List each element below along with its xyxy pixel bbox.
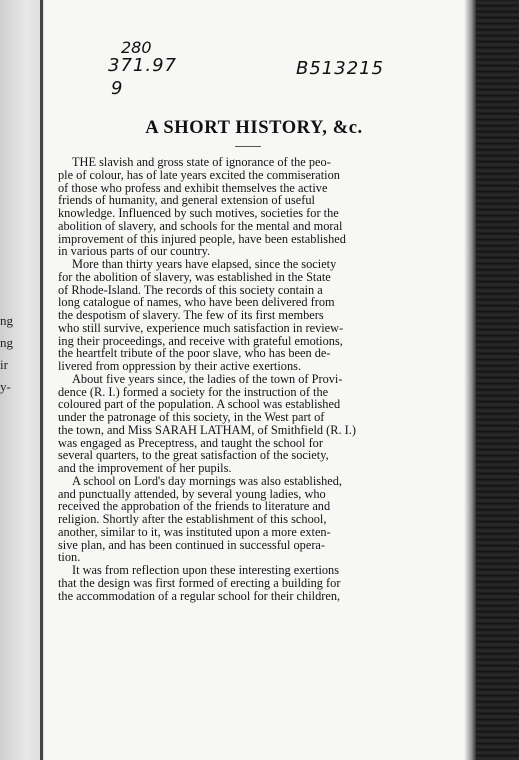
text-line: A school on Lord's day mornings was also established, xyxy=(72,473,342,488)
text-line: several quarters, to the great satisfaction of the society, xyxy=(58,448,329,463)
paragraph-3 xyxy=(58,373,462,475)
text-line: livered from oppression by their active exertions. xyxy=(58,359,302,373)
title-divider xyxy=(235,146,261,147)
text-line: under the patronage of this society, in the West part of xyxy=(58,410,325,424)
book-spine-line xyxy=(40,0,43,760)
handwritten-call-number: 371.97 xyxy=(108,55,177,76)
page-edge-shadow xyxy=(464,0,519,760)
text-line: who still survive, experience much satisfaction in review- xyxy=(58,320,344,335)
paragraph-4 xyxy=(58,475,462,564)
text-line: tion. xyxy=(58,550,81,565)
text-line: of those who profess and exhibit themselves the active xyxy=(58,180,328,195)
text-line: More than thirty years have elapsed, since the society xyxy=(72,257,337,271)
handwritten-number: 280 xyxy=(121,38,152,57)
text-line: and the improvement of her pupils. xyxy=(58,461,232,475)
text-line: another, similar to it, was instituted upon a more exten- xyxy=(58,524,331,539)
text-line: the heartfelt tribute of the poor slave, who has been de- xyxy=(58,346,331,361)
text-line: THE slavish and gross state of ignorance of the peo- xyxy=(72,155,331,169)
text-line: was engaged as Preceptress, and taught the school for xyxy=(58,435,323,450)
paragraph-5 xyxy=(58,564,462,602)
text-line: and punctually attended, by several young ladies, who xyxy=(58,486,326,501)
text-line: long catalogue of names, who have been delivered from xyxy=(58,295,335,310)
fragment: y- xyxy=(0,379,11,394)
text-line: improvement of this injured people, have been established xyxy=(58,231,346,246)
fragment: ir xyxy=(0,357,8,372)
text-line: religion. Shortly after the establishment of this school, xyxy=(58,512,327,526)
text-line: About five years since, the ladies of the town of Provi- xyxy=(72,371,343,386)
text-line: of Rhode-Island. The records of this society contain a xyxy=(58,282,323,297)
text-line: ing their proceedings, and receive with grateful emotions, xyxy=(58,333,343,348)
text-line: knowledge. Influenced by such motives, societies for the xyxy=(58,206,339,220)
paragraph-2 xyxy=(58,258,462,373)
handwritten-mark: 9 xyxy=(111,78,123,99)
paragraph-1 xyxy=(58,156,462,258)
text-line: the town, and Miss SARAH LATHAM, of Smithfield (R. I.) xyxy=(58,422,356,437)
text-line: ple of colour, has of late years excited the commiseration xyxy=(58,167,340,182)
text-line: coloured part of the population. A school was established xyxy=(58,397,341,412)
text-line: received the approbation of the friends to literature and xyxy=(58,499,331,514)
text-line: friends of humanity, and general extension of useful xyxy=(58,193,315,208)
text-line: that the design was first formed of erecting a building for xyxy=(58,575,341,590)
handwritten-catalog-number: B513215 xyxy=(296,58,385,79)
text-line: sive plan, and has been continued in successful opera- xyxy=(58,537,326,552)
text-line: for the abolition of slavery, was established in the State xyxy=(58,269,331,284)
previous-page-fragments xyxy=(0,310,30,398)
text-line: the despotism of slavery. The few of its first members xyxy=(58,308,324,322)
page-title: A SHORT HISTORY, &c. xyxy=(145,118,363,138)
text-line: the accommodation of a regular school for their children, xyxy=(58,588,341,603)
text-line: abolition of slavery, and schools for the mental and moral xyxy=(58,218,343,233)
text-line: It was from reflection upon these interesting exertions xyxy=(72,563,340,577)
text-line: dence (R. I.) formed a society for the instruction of the xyxy=(58,384,329,399)
fragment: ng xyxy=(0,313,13,328)
text-line: in various parts of our country. xyxy=(58,244,211,259)
body-text xyxy=(58,156,462,602)
fragment: ng xyxy=(0,335,13,350)
